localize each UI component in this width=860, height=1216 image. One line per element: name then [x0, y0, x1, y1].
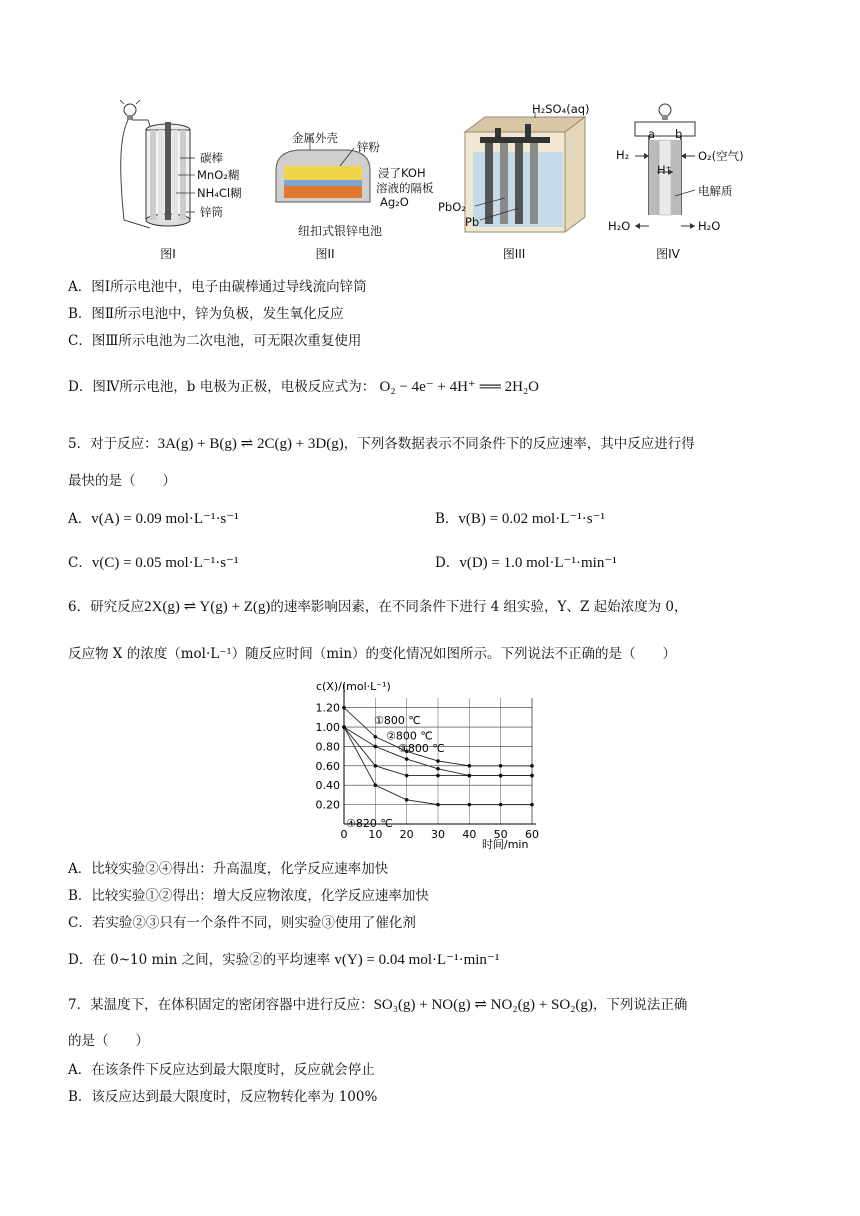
- q5-stem: [68, 434, 695, 454]
- fig1-label-carbon-rod: 碳棒: [200, 151, 223, 165]
- fig1-caption: 图I: [160, 247, 176, 261]
- q6-stem-line2: 反应物 X 的浓度（mol·L⁻¹）随反应时间（min）的变化情况如图所示。下列说法不正确的是（ ）: [68, 646, 677, 662]
- chart-x-axis-label: 时间/min: [482, 838, 529, 851]
- q5-stem-prefix: 5．对于反应：: [68, 436, 158, 452]
- chart-y-tick-label: 1.00: [315, 721, 340, 735]
- chart-data-point: [436, 774, 440, 778]
- q7-option-b: B．该反应达到最大限度时，反应物转化率为 100%: [68, 1089, 378, 1105]
- chart-data-point: [342, 725, 346, 729]
- q5-equation: 3A(g) + B(g) ⇌ 2C(g) + 3D(g): [157, 436, 344, 452]
- q5-option-a-expr: v(A) = 0.09 mol·L⁻¹·s⁻¹: [91, 511, 239, 527]
- fig2-subtitle: 纽扣式银锌电池: [297, 224, 382, 238]
- fig1-label-zinc-can: 锌筒: [200, 205, 223, 219]
- q6-concentration-chart: [300, 676, 560, 856]
- chart-data-point: [374, 745, 378, 749]
- q6-stem: [68, 597, 688, 617]
- q4-option-d-text: D．图Ⅳ所示电池，b 电极为正极，电极反应式为：: [68, 379, 376, 395]
- chart-y-tick-label: 0.80: [315, 740, 340, 754]
- chart-data-point: [530, 764, 534, 768]
- chart-data-point: [436, 803, 440, 807]
- fig2-label-zinc-powder: 锌粉: [357, 140, 380, 154]
- chart-x-tick-label: 30: [431, 828, 445, 841]
- chart-data-point: [499, 774, 503, 778]
- q6-option-c: C．若实验②③只有一个条件不同，则实验③使用了催化剂: [68, 915, 416, 931]
- chart-data-point: [468, 803, 472, 807]
- chart-data-point: [374, 735, 378, 739]
- q6-option-d: [68, 950, 499, 970]
- fig3-label-pb: Pb: [465, 215, 480, 229]
- q5-option-a-label: A．: [68, 511, 92, 527]
- figure-4-fuel-cell: [615, 100, 755, 235]
- q5-option-d-expr: v(D) = 1.0 mol·L⁻¹·min⁻¹: [459, 555, 617, 571]
- q7-option-a: A．在该条件下反应达到最大限度时，反应就会停止: [68, 1062, 375, 1078]
- chart-data-point: [468, 764, 472, 768]
- q5-option-b-label: B．: [435, 511, 459, 527]
- q5-stem-suffix: ，下列各数据表示不同条件下的反应速率，其中反应进行得: [343, 436, 695, 452]
- fig2-label-shell: 金属外壳: [292, 131, 338, 145]
- chart-series-label: ①800 ℃: [374, 713, 421, 727]
- fig2-label-koh: 浸了KOH: [378, 166, 426, 180]
- q6-option-d-text: D．在 0~10 min 之间，实验②的平均速率: [68, 952, 331, 968]
- q6-option-b: B．比较实验①②得出：增大反应物浓度，化学反应速率加快: [68, 888, 429, 904]
- fig4-caption: 图IV: [656, 247, 680, 261]
- q5-option-c-label: C．: [68, 555, 92, 571]
- q7-stem-line2: 的是（ ）: [68, 1033, 149, 1049]
- q5-option-b-expr: v(B) = 0.02 mol·L⁻¹·s⁻¹: [458, 511, 606, 527]
- chart-data-point: [342, 706, 346, 710]
- chart-y-tick-label: 1.20: [315, 701, 340, 715]
- q6-equation: 2X(g) ⇌ Y(g) + Z(g): [144, 599, 271, 615]
- chart-data-point: [436, 767, 440, 771]
- chart-data-point: [405, 798, 409, 802]
- fig1-label-nh4cl: NH₄Cl糊: [197, 186, 242, 200]
- chart-series-label: ④820 ℃: [346, 817, 393, 831]
- q7-stem-suffix: ，下列说法正确: [592, 997, 688, 1013]
- q4-option-d-equation: O₂ − 4e⁻ + 4H⁺ ══ 2H₂O: [379, 379, 540, 395]
- fig2-label-separator: 溶液的隔板: [376, 181, 434, 195]
- fig3-label-h2so4: H₂SO₄(aq): [532, 102, 590, 116]
- q5-option-d-label: D．: [435, 555, 460, 571]
- q7-stem: [68, 995, 687, 1015]
- fig4-label-a: a: [648, 127, 656, 141]
- chart-series-label: ③800 ℃: [398, 742, 445, 756]
- q7-equation: SO₃(g) + NO(g) ⇌ NO₂(g) + SO₂(g): [373, 997, 593, 1013]
- chart-y-tick-label: 0.20: [315, 798, 340, 812]
- chart-data-point: [405, 757, 409, 761]
- fig4-label-h2: H₂: [616, 148, 630, 162]
- chart-data-point: [499, 764, 503, 768]
- q5-stem-line2: 最快的是（ ）: [68, 473, 176, 489]
- chart-x-tick-label: 20: [399, 828, 414, 841]
- chart-data-point: [436, 759, 440, 763]
- chart-data-point: [374, 783, 378, 787]
- q6-option-a: A．比较实验②④得出：升高温度，化学反应速率加快: [68, 861, 389, 877]
- q6-stem-suffix: 的速率影响因素，在不同条件下进行 4 组实验，Y、Z 起始浓度为 0，: [270, 599, 688, 615]
- fig2-label-ag2o: Ag₂O: [380, 195, 409, 209]
- q5-option-b: [435, 507, 605, 528]
- q7-stem-prefix: 7．某温度下，在体积固定的密闭容器中进行反应：: [68, 997, 374, 1013]
- fig4-label-o2: O₂(空气): [698, 149, 744, 163]
- chart-data-point: [405, 774, 409, 778]
- fig4-label-electrolyte: 电解质: [698, 184, 733, 198]
- chart-y-axis-label: c(X)/(mol·L⁻¹): [316, 680, 391, 693]
- fig1-label-mno2: MnO₂糊: [197, 168, 240, 182]
- chart-data-point: [468, 774, 472, 778]
- q4-option-c: C．图Ⅲ所示电池为二次电池，可无限次重复使用: [68, 333, 362, 349]
- chart-x-tick-label: 40: [462, 828, 477, 841]
- q4-option-d: [68, 377, 539, 397]
- q5-option-a: [68, 507, 239, 528]
- q5-option-d: [435, 551, 617, 572]
- chart-data-point: [530, 803, 534, 807]
- chart-data-point: [374, 764, 378, 768]
- chart-y-tick-label: 0.60: [315, 759, 340, 773]
- fig4-label-h-plus: H⁺: [657, 163, 672, 177]
- fig3-caption: 图III: [502, 247, 526, 261]
- fig4-label-b: b: [675, 127, 683, 141]
- chart-data-point: [499, 803, 503, 807]
- chart-data-point: [530, 774, 534, 778]
- q6-stem-prefix: 6．研究反应: [68, 599, 145, 615]
- chart-x-tick-label: 0: [340, 828, 348, 841]
- chart-series-label: ②800 ℃: [386, 729, 433, 743]
- fig4-label-h2o-left: H₂O: [608, 219, 631, 233]
- fig3-label-pbo2: PbO₂: [438, 200, 466, 214]
- q6-option-d-expr: v(Y) = 0.04 mol·L⁻¹·min⁻¹: [334, 952, 500, 968]
- q4-option-b: B．图Ⅱ所示电池中，锌为负极，发生氧化反应: [68, 306, 344, 322]
- chart-x-tick-label: 10: [368, 828, 383, 841]
- chart-x-tick-label: 60: [525, 828, 539, 841]
- fig4-label-h2o-right: H₂O: [698, 219, 721, 233]
- chart-x-tick-label: 50: [493, 828, 508, 841]
- q5-option-c: [68, 551, 238, 572]
- chart-y-tick-label: 0.40: [315, 779, 340, 793]
- q5-option-c-expr: v(C) = 0.05 mol·L⁻¹·s⁻¹: [91, 555, 239, 571]
- q4-option-a: A．图Ⅰ所示电池中，电子由碳棒通过导线流向锌筒: [68, 279, 367, 295]
- fig2-caption: 图II: [315, 247, 335, 261]
